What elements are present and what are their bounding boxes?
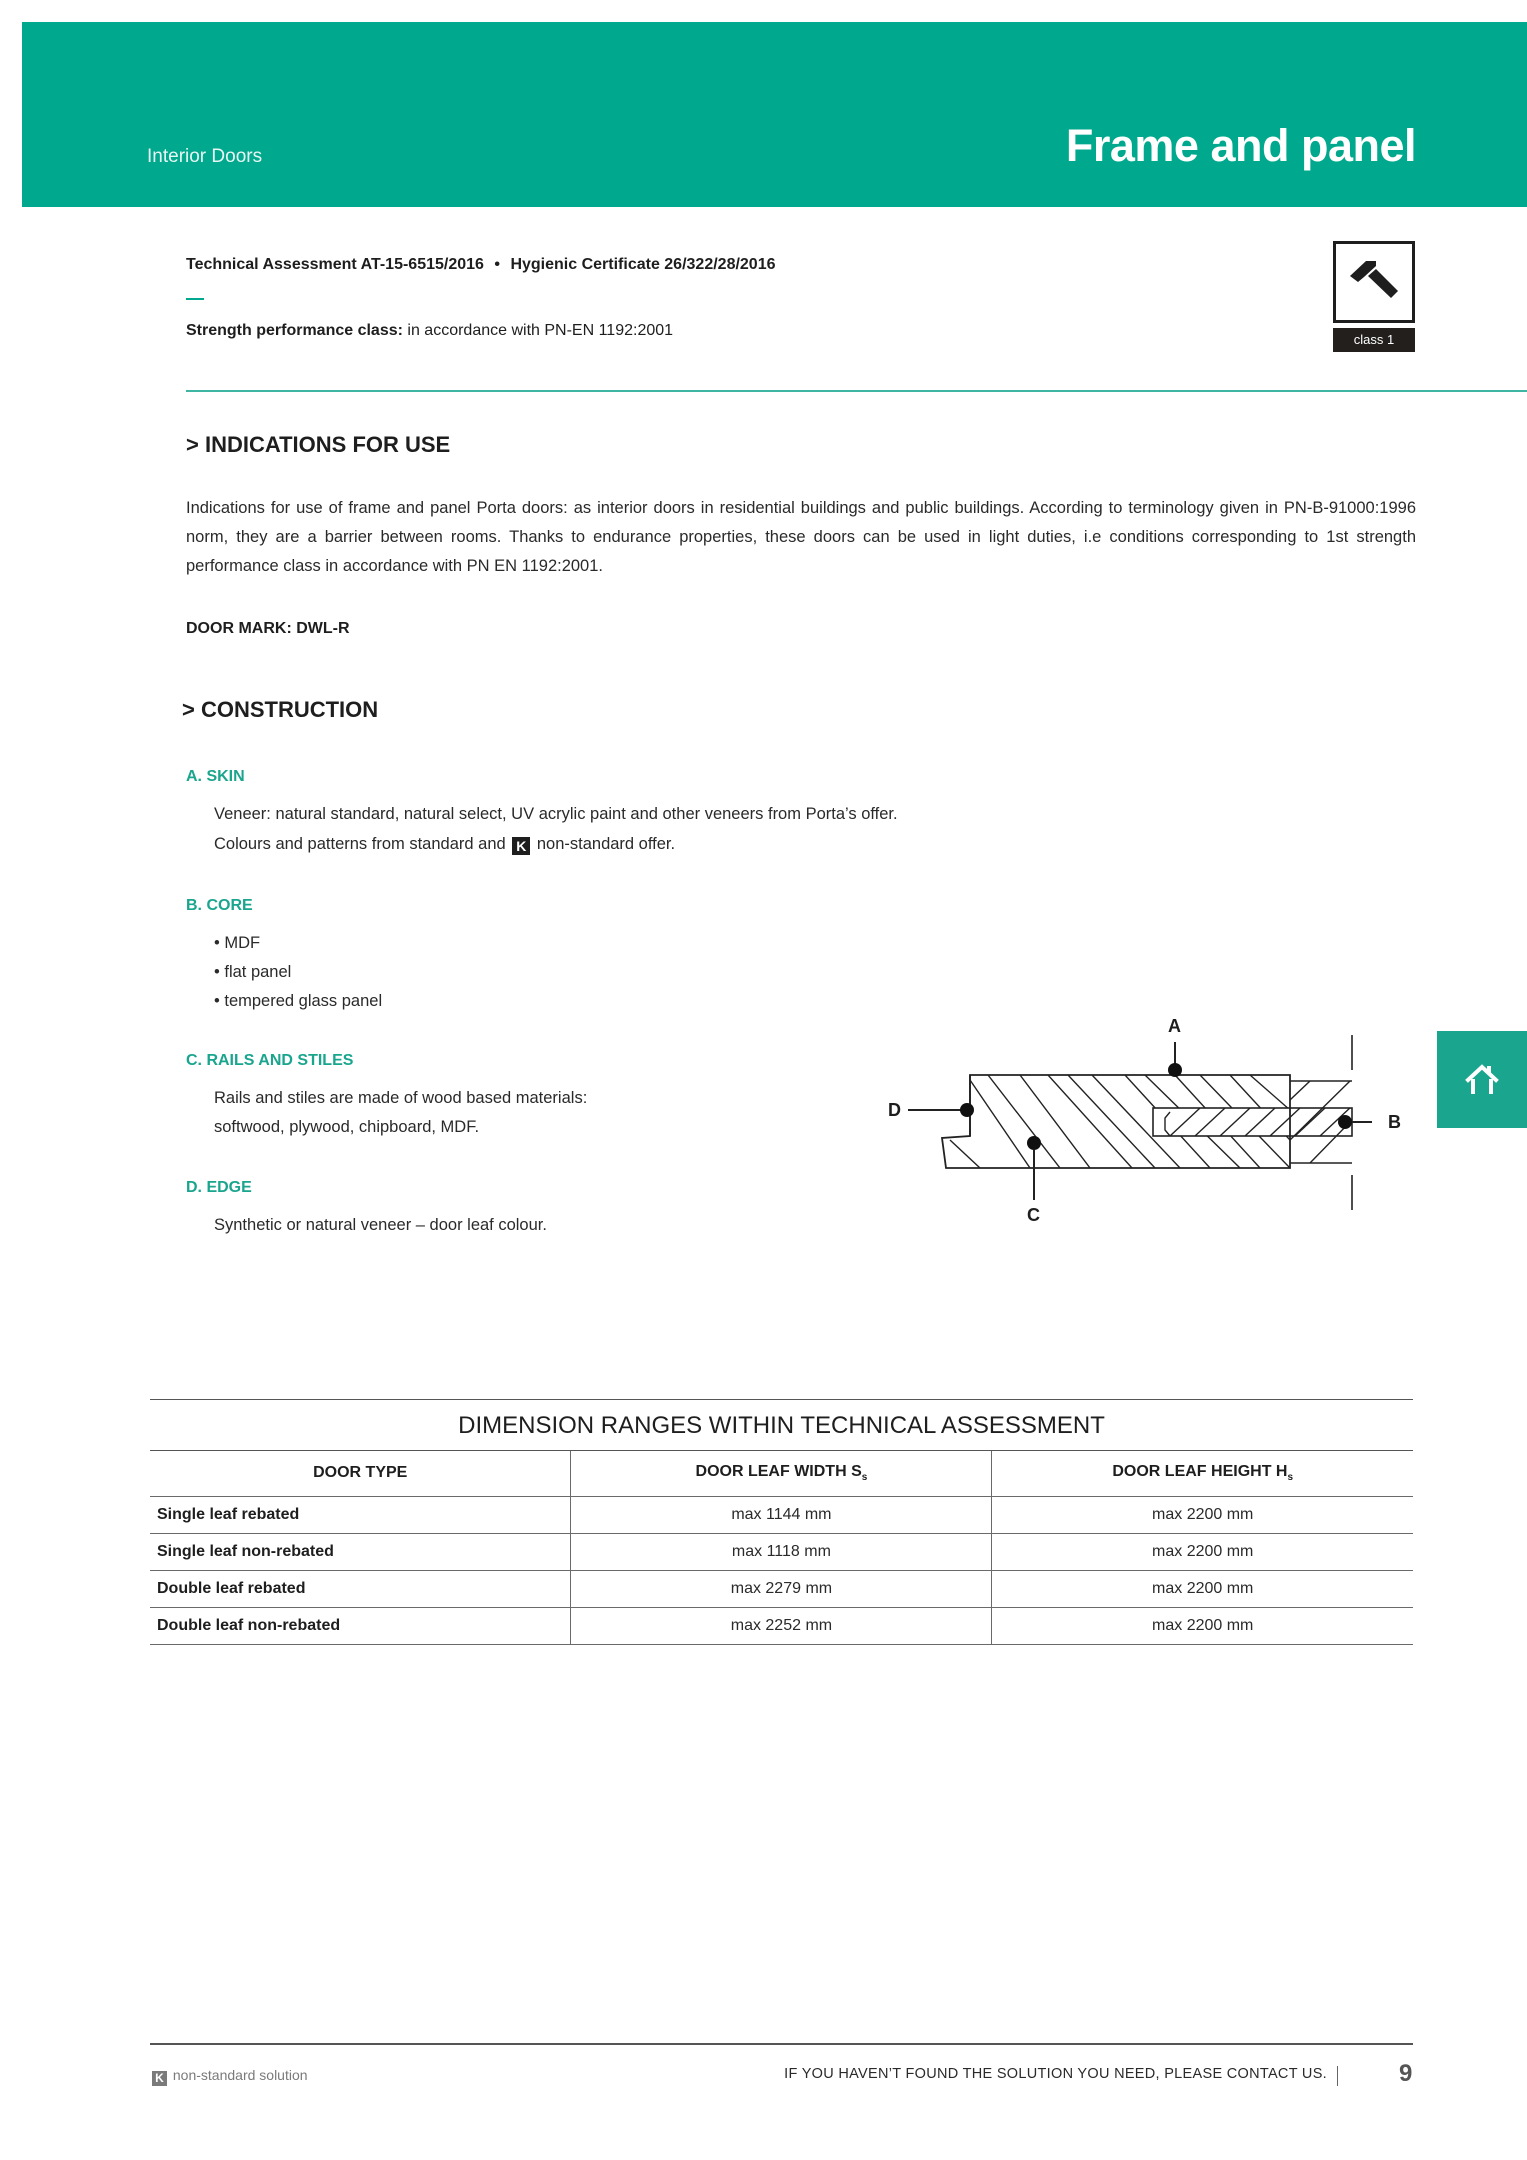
door-type-cell: Single leaf rebated — [150, 1496, 571, 1533]
header-leaf-width-text: DOOR LEAF WIDTH S — [695, 1463, 862, 1481]
diagram-label-a: A — [1168, 1016, 1181, 1036]
home-button[interactable] — [1437, 1031, 1527, 1128]
page-title: Frame and panel — [1065, 120, 1416, 171]
leaf-height-cell: max 2200 mm — [992, 1533, 1413, 1570]
hygienic-certificate: Hygienic Certificate 26/322/28/2016 — [510, 256, 776, 273]
class-badge — [1333, 241, 1415, 352]
class-label: class 1 — [1333, 328, 1415, 352]
skin-line-2-end: non-standard offer. — [536, 835, 676, 853]
skin-heading: A. SKIN — [186, 768, 245, 785]
header-leaf-height — [992, 1451, 1413, 1496]
skin-line-1: Veneer: natural standard, natural select, UV acrylic paint and other veneers from Porta’s offer. — [214, 805, 898, 823]
category-label: Interior Doors — [147, 146, 263, 167]
core-item: • MDF — [214, 934, 261, 952]
section-divider — [186, 390, 1527, 392]
leaf-width-cell: max 1118 mm — [571, 1533, 992, 1570]
indications-text: Indications for use of frame and panel Porta doors: as interior doors in residential buildings and public buildings. According to terminology given in PN-B-91000:1996 norm, they are a barrier between rooms. Thanks to endurance properties, these doors can be used in light duties, i.e conditions corresponding to 1st strength performance class in accordance with PN EN 1192:2001. — [186, 499, 1416, 575]
diagram-label-b: B — [1388, 1112, 1401, 1132]
diagram-label-c: C — [1027, 1205, 1040, 1225]
construction-heading: > CONSTRUCTION — [182, 697, 379, 722]
rails-line-2: softwood, plywood, chipboard, MDF. — [214, 1118, 480, 1136]
leaf-width-cell: max 1144 mm — [571, 1496, 992, 1533]
edge-text: Synthetic or natural veneer – door leaf colour. — [214, 1216, 547, 1234]
technical-assessment: Technical Assessment AT-15-6515/2016 — [186, 256, 484, 273]
leaf-height-cell: max 2200 mm — [992, 1570, 1413, 1607]
table-title: DIMENSION RANGES WITHIN TECHNICAL ASSESSMENT — [150, 1399, 1413, 1451]
diagram-label-d: D — [888, 1100, 901, 1120]
door-type-cell: Double leaf rebated — [150, 1570, 571, 1607]
header-door-type: DOOR TYPE — [150, 1451, 571, 1496]
core-item: • flat panel — [214, 963, 292, 981]
table-row — [150, 1570, 1413, 1607]
header-leaf-width — [571, 1451, 992, 1496]
leaf-width-cell: max 2252 mm — [571, 1607, 992, 1644]
table-row — [150, 1607, 1413, 1644]
door-mark: DOOR MARK: DWL-R — [186, 620, 350, 637]
dimension-table — [150, 1399, 1413, 1645]
core-item: • tempered glass panel — [214, 992, 383, 1010]
home-icon — [1462, 1060, 1502, 1100]
k-nonstandard-icon: K — [512, 837, 530, 855]
indications-heading: > INDICATIONS FOR USE — [186, 432, 451, 457]
strength-label: Strength performance class: — [186, 322, 403, 339]
core-heading: B. CORE — [186, 897, 253, 914]
door-type-cell: Double leaf non-rebated — [150, 1607, 571, 1644]
door-type-cell: Single leaf non-rebated — [150, 1533, 571, 1570]
rails-line-1: Rails and stiles are made of wood based materials: — [214, 1089, 588, 1107]
core-list — [214, 929, 382, 1016]
strength-class-line — [186, 322, 673, 340]
leaf-width-cell: max 2279 mm — [571, 1570, 992, 1607]
certification-line — [186, 256, 776, 274]
skin-line-2-start: Colours and patterns from standard and — [214, 835, 506, 853]
footer-legend — [150, 2067, 308, 2086]
skin-text — [214, 799, 898, 859]
rails-heading: C. RAILS AND STILES — [186, 1052, 354, 1069]
leaf-height-cell: max 2200 mm — [992, 1607, 1413, 1644]
table-row — [150, 1496, 1413, 1533]
page-number: 9 — [1399, 2060, 1413, 2087]
header-leaf-width-sub: s — [861, 1472, 868, 1484]
table-row — [150, 1533, 1413, 1570]
header-banner — [22, 22, 1527, 207]
table-header-row — [150, 1451, 1413, 1496]
contact-prompt: IF YOU HAVEN’T FOUND THE SOLUTION YOU NEED, PLEASE CONTACT US. — [784, 2066, 1338, 2086]
footer-legend-text: non-standard solution — [172, 2067, 308, 2083]
footer-divider — [150, 2043, 1413, 2045]
leaf-height-cell: max 2200 mm — [992, 1496, 1413, 1533]
strength-value: in accordance with PN-EN 1192:2001 — [407, 322, 674, 339]
separator-dot: • — [494, 256, 500, 273]
header-leaf-height-text: DOOR LEAF HEIGHT H — [1112, 1463, 1288, 1481]
skin-line-2 — [214, 829, 898, 859]
rails-text — [214, 1084, 587, 1142]
header-leaf-height-sub: s — [1287, 1472, 1294, 1484]
edge-heading: D. EDGE — [186, 1179, 252, 1196]
k-nonstandard-icon: K — [152, 2071, 167, 2086]
hammer-icon — [1333, 241, 1415, 323]
accent-dash — [186, 298, 204, 300]
door-cross-section-diagram — [870, 1000, 1410, 1240]
